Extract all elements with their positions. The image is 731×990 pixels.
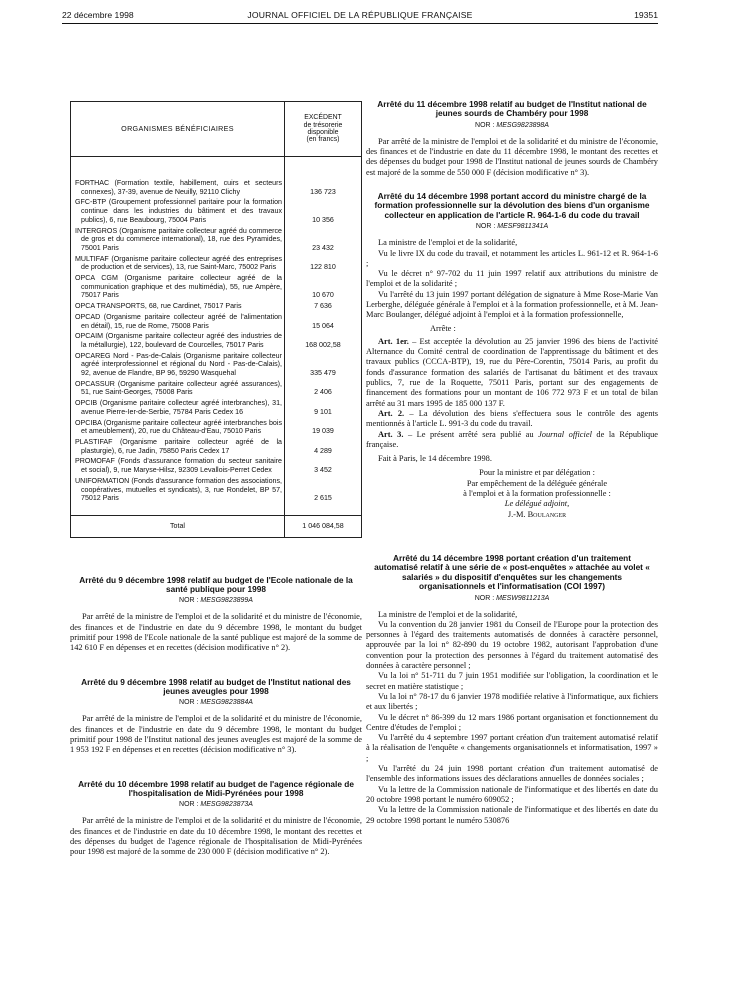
section-arh-midi-pyrenees <box>70 780 362 858</box>
article-2 <box>366 409 658 430</box>
paragraph: Vu la loi n° 51-711 du 7 juin 1951 modifiée sur l'obligation, la coordination et le secret en matière statistique ; <box>366 671 658 691</box>
table-row <box>71 418 362 437</box>
amount-cell: 9 101 <box>285 398 362 417</box>
table-row <box>71 379 362 398</box>
nor-line <box>70 699 362 706</box>
organism-name: OPCIB (Organisme paritaire collecteur agréé interbranches), 31, avenue Pierre-Ier-de-Serbie, 75784 Paris Cedex 16 <box>75 399 282 416</box>
signature-name <box>416 510 658 520</box>
table-body <box>71 157 362 516</box>
organism-name: OPCA TRANSPORTS, 68, rue Cardinet, 75017 Paris <box>75 302 242 311</box>
nor-code: MESG9823884A <box>200 699 253 707</box>
signature-line-3: à l'emploi et à la formation professionnelle : <box>463 489 611 499</box>
organism-name: PROMOFAF (Fonds d'assurance formation du secteur sanitaire et social), 9, rue Maryse-Hilsz, 92309 Levallois-Perret Cedex <box>75 457 282 475</box>
article-2-label: Art. 2. <box>378 408 405 418</box>
organism-name: OPCAD (Organisme paritaire collecteur agréé de l'alimentation en détail), 15, rue de Rome, 75008 Paris <box>75 312 282 330</box>
header-rule <box>62 23 658 24</box>
organism-cell <box>71 157 285 198</box>
table-row <box>71 331 362 350</box>
table-row <box>71 312 362 331</box>
signature-initials: J.-M. <box>507 509 528 519</box>
header-page-number: 19351 <box>634 10 658 20</box>
section-title: Arrêté du 11 décembre 1998 relatif au budget de l'Institut national de jeunes sourds de Chambéry pour 1998 <box>377 99 647 119</box>
organism-name: OPCAIM (Organisme paritaire collecteur agréé des industries de la métallurgie), 122, boulevard de Courcelles, 75017 Paris <box>75 332 282 349</box>
organism-cell <box>71 331 285 350</box>
table-row <box>71 351 362 379</box>
nor-line <box>366 595 658 602</box>
nor-label: NOR : <box>179 801 199 809</box>
amount-cell: 335 479 <box>285 351 362 379</box>
amount-cell: 2 615 <box>285 476 362 516</box>
organism-name: UNIFORMATION (Fonds d'assurance formation des associations, coopératives, mutuelles et syndicats), 3, rue Rondelet, BP 57, 75012 Paris <box>75 476 282 503</box>
article-3-journal: Journal officiel <box>538 429 592 439</box>
nor-code: MESG9823873A <box>200 801 253 809</box>
organism-cell <box>71 254 285 273</box>
article-1 <box>366 337 658 409</box>
table-row <box>71 226 362 254</box>
header-journal-title: JOURNAL OFFICIEL DE LA RÉPUBLIQUE FRANÇAISE <box>247 10 473 20</box>
article-1-text: – Est acceptée la dévolution au 25 janvier 1996 des biens de l'activité Alternance du Comité central de coordination de l'apprentissage du bâtiment et des travaux publics (CCCA-BTP), 19, rue du Père-Corentin, 75014 Paris, au profit du fonds d'assurance formation des salariés de l'artisanat du bâtiment et des travaux publics, 7, rue de la Roquette, 75011 Paris, portant sur des engagements de financement des formations pour un montant de 106 772 973 F et un total de bilan arrêté au 31 mars 1995 de 185 000 137 F. <box>366 336 659 408</box>
table-header-organisms: ORGANISMES BÉNÉFICIAIRES <box>71 102 285 157</box>
nor-label: NOR : <box>475 223 496 231</box>
organism-name: FORTHAC (Formation textile, habillement, cuirs et secteurs connexes), 37-39, avenue de Neuilly, 92110 Clichy <box>75 179 282 196</box>
nor-line <box>366 122 658 129</box>
nor-line <box>70 597 362 604</box>
amount-cell: 3 452 <box>285 456 362 475</box>
section-body: Par arrêté de la ministre de l'emploi et de la solidarité et du ministre de l'économie, des finances et de l'industrie en date du 10 décembre 1998, le montant des recettes et des dépenses du budget de l'agence régionale de l'hospitalisation de Midi-Pyrénées pour 1998 est majoré de la somme de 230 000 F (décision modificative n° 2). <box>70 816 362 857</box>
amount-cell: 10 356 <box>285 197 362 225</box>
paragraph: Vu l'arrêté du 13 juin 1997 portant délégation de signature à Mme Rose-Marie Van Lerberghe, déléguée générale à l'emploi et à la formation professionnelle, et à M. Jean-Marc Boulanger, délégué adjoint à l'emploi et à la formation professionnelle, <box>366 289 658 320</box>
page-header <box>62 8 658 24</box>
amount-cell: 19 039 <box>285 418 362 437</box>
paragraph: Vu la lettre de la Commission nationale de l'informatique et des libertés en date du 20 octobre 1998 portant le numéro 609052 ; <box>366 784 658 804</box>
nor-label: NOR : <box>474 594 495 602</box>
header-amount-l2: de trésorerie <box>303 121 343 129</box>
article-2-text: – La dévolution des biens s'effectuera sous le contrôle des agents mentionnés à l'article L. 991-3 du code du travail. <box>366 408 658 429</box>
table-header-amount <box>285 102 362 157</box>
section-body: Par arrêté de la ministre de l'emploi et de la solidarité et du ministre de l'économie, des finances et de l'industrie en date du 9 décembre 1998, le montant du budget primitif pour 1998 de l'Institut national des jeunes aveugles est majoré de la somme de 1 953 192 F en dépenses et en recettes (décision modificative n° 3). <box>70 714 362 755</box>
total-label: Total <box>71 515 285 537</box>
table-total-row <box>71 515 362 537</box>
section-title: Arrêté du 9 décembre 1998 relatif au budget de l'Ecole nationale de la santé publique pour 1998 <box>79 574 353 595</box>
table-row <box>71 197 362 225</box>
table-row <box>71 273 362 301</box>
organism-cell <box>71 398 285 417</box>
right-column <box>366 100 658 836</box>
section-injs-aveugles <box>70 678 362 756</box>
section-title: Arrêté du 9 décembre 1998 relatif au budget de l'Institut national des jeunes aveugles pour 1998 <box>81 676 351 697</box>
signature-block <box>366 468 658 519</box>
signature-surname: Boulanger <box>527 509 567 519</box>
organism-cell <box>71 301 285 312</box>
paragraph: La ministre de l'emploi et de la solidarité, <box>378 609 518 619</box>
table-row <box>71 437 362 456</box>
organism-cell <box>71 351 285 379</box>
section-body: Par arrêté de la ministre de l'emploi et de la solidarité et du ministre de l'économie, des finances et de l'industrie en date du 11 décembre 1998, le montant des recettes et des dépenses du budget pour 1998 de l'Institut national de jeunes sourds de Chambéry est majoré de la somme de 550 000 F (décision modificative n° 3). <box>366 136 658 177</box>
total-amount: 1 046 084,58 <box>285 515 362 537</box>
nor-code: MESG9823899A <box>200 597 253 605</box>
organism-name: OPCIBA (Organisme paritaire collecteur agréé interbranches bois et ameublement), 20, rue du Château-d'Eau, 75010 Paris <box>75 418 282 436</box>
organism-cell <box>71 437 285 456</box>
header-date: 22 décembre 1998 <box>62 10 134 20</box>
section-paragraphs <box>366 610 658 826</box>
paragraph: La ministre de l'emploi et de la solidarité, <box>378 238 518 248</box>
section-devolution <box>366 192 658 520</box>
table-row <box>71 398 362 417</box>
paragraph: Vu le décret n° 86-399 du 12 mars 1986 portant organisation et fonctionnement du Centre d'études de l'emploi ; <box>366 712 658 732</box>
nor-code: MESW9811213A <box>496 594 550 602</box>
fait-line: Fait à Paris, le 14 décembre 1998. <box>378 454 492 464</box>
signature-line-2: Par empêchement de la déléguée générale <box>466 478 608 488</box>
nor-code: MESG9823898A <box>496 121 549 129</box>
section-title: Arrêté du 14 décembre 1998 portant accord du ministre chargé de la formation professionnelle sur la dévolution des biens d'un organisme collecteur en application de l'article R. 964-1-6 du code du travail <box>374 191 650 220</box>
amount-cell: 7 636 <box>285 301 362 312</box>
table-row <box>71 254 362 273</box>
nor-line <box>366 223 658 230</box>
paragraph: Vu la convention du 28 janvier 1981 du Conseil de l'Europe pour la protection des personnes à l'égard des traitements automatisés de données à caractère personnel, approuvée par la loi n° 82-890 du 19 octobre 1982, autorisant l'approbation d'une convention pour la protection des personnes à l'égard du traitement automatisé des données à caractère personnel ; <box>366 619 658 671</box>
organism-name: GFC-BTP (Groupement professionnel paritaire pour la formation continue dans les industries du bâtiment et des travaux publics), 6, rue Beaubourg, 75004 Paris <box>75 198 282 224</box>
table-row <box>71 476 362 516</box>
arrete-line: Arrête : <box>430 323 456 333</box>
paragraph: Vu l'arrêté du 24 juin 1998 portant création d'un traitement automatisé de l'ensemble des informations issues des déclarations annuelles de données sociales ; <box>366 764 658 784</box>
paragraph: Vu la lettre de la Commission nationale de l'informatique et des libertés en date du 29 octobre 1998 portant le numéro 530876 <box>366 805 658 825</box>
paragraph: Vu le livre IX du code du travail, et notamment les articles L. 961-12 et R. 964-1-6 ; <box>366 248 658 268</box>
header-amount-l3: disponible <box>307 129 339 136</box>
section-body: Par arrêté de la ministre de l'emploi et de la solidarité et du ministre de l'économie, des finances et de l'industrie en date du 9 décembre 1998, le montant du budget primitif pour 1998 de l'Ecole nationale de la santé publique est majoré de la somme de 142 610 F en dépenses et en recettes (décision modificative n° 2). <box>70 612 362 653</box>
amount-cell: 2 406 <box>285 379 362 398</box>
section-coi-1997 <box>366 554 658 826</box>
amount-cell: 10 670 <box>285 273 362 301</box>
header-amount-l1: EXCÉDENT <box>304 114 342 122</box>
nor-line <box>70 801 362 808</box>
nor-code: MESF9811341A <box>497 223 549 231</box>
organism-cell <box>71 273 285 301</box>
table-row <box>71 301 362 312</box>
section-title: Arrêté du 10 décembre 1998 relatif au budget de l'agence régionale de l'hospitalisation de Midi-Pyrénées pour 1998 <box>78 778 354 799</box>
paragraph: Vu la loi n° 78-17 du 6 janvier 1978 modifiée relative à l'informatique, aux fichiers et aux libertés ; <box>366 691 658 712</box>
amount-cell: 23 432 <box>285 226 362 254</box>
beneficiaries-table <box>70 101 362 538</box>
organism-name: OPCAREG Nord - Pas-de-Calais (Organisme paritaire collecteur agréé interprofessionnel et régional du Nord - Pas-de-Calais), 92, avenue de Flandre, BP 96, 59290 Wasquehal <box>75 351 282 378</box>
organism-name: OPCA CGM (Organisme paritaire collecteur agréé de la communication graphique et des multimédia), 55, rue Ampère, 75017 Paris <box>75 274 282 300</box>
article-1-label: Art. 1er. <box>378 336 409 346</box>
section-injs-chambery <box>366 100 658 178</box>
article-3 <box>366 430 658 451</box>
organism-cell <box>71 476 285 516</box>
organism-cell <box>71 197 285 225</box>
nor-label: NOR : <box>179 699 199 707</box>
section-ensp <box>70 576 362 654</box>
organism-cell <box>71 456 285 475</box>
organism-name: PLASTIFAF (Organisme paritaire collecteur agréé de la plasturgie), 6, rue Jadin, 75850 Paris Cedex 17 <box>75 437 282 455</box>
organism-name: OPCASSUR (Organisme paritaire collecteur agréé assurances), 51, rue Saint-Georges, 75008 Paris <box>75 379 282 397</box>
paragraph: Vu le décret n° 97-702 du 11 juin 1997 relatif aux attributions du ministre de l'emploi et de la solidarité ; <box>366 269 658 289</box>
article-3-text-a: – Le présent arrêté sera publié au <box>403 429 539 439</box>
amount-cell: 15 064 <box>285 312 362 331</box>
organism-cell <box>71 226 285 254</box>
amount-cell: 136 723 <box>285 157 362 198</box>
table-row <box>71 157 362 198</box>
left-column <box>70 101 362 868</box>
organism-cell <box>71 312 285 331</box>
signature-line-1: Pour la ministre et par délégation : <box>479 468 595 478</box>
amount-cell: 168 002,58 <box>285 331 362 350</box>
header-amount-l4: (en francs) <box>306 136 340 144</box>
organism-name: INTERGROS (Organisme paritaire collecteur agréé du commerce de gros et du commerce international), 18, rue des Pyramides, 75001 Paris <box>75 226 282 252</box>
nor-label: NOR : <box>179 597 199 605</box>
nor-label: NOR : <box>475 121 495 129</box>
amount-cell: 122 810 <box>285 254 362 273</box>
organism-cell <box>71 379 285 398</box>
article-3-label: Art. 3. <box>378 429 404 439</box>
paragraph: Vu l'arrêté du 4 septembre 1997 portant création d'un traitement automatisé relatif à la réalisation de l'enquête « changements organisationnels et informatisation, 1997 » ; <box>366 733 658 763</box>
amount-cell: 4 289 <box>285 437 362 456</box>
article-3-text-b: de la République française. <box>366 429 658 449</box>
organism-cell <box>71 418 285 437</box>
section-title: Arrêté du 14 décembre 1998 portant création d'un traitement automatisé relatif à une série de « post-enquêtes » attachée au volet « salariés » du dispositif d'enquêtes sur les changements organisationnels et l'informatisation (COI 1997) <box>374 552 650 592</box>
table-row <box>71 456 362 475</box>
signature-line-4: Le délégué adjoint, <box>504 499 570 509</box>
organism-name: MULTIFAF (Organisme paritaire collecteur agréé des entreprises de production et de services), 13, rue Saint-Marc, 75002 Paris <box>75 254 282 272</box>
